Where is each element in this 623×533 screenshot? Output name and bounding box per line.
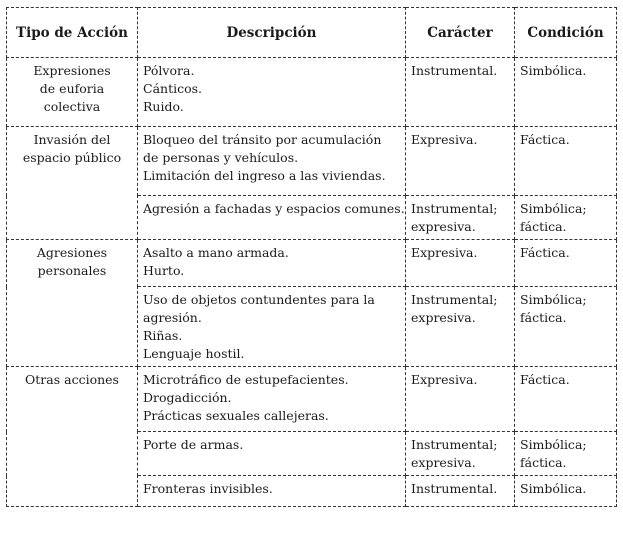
tipo-cell	[7, 127, 138, 240]
descripcion-line: Agresión a fachadas y espacios comunes.	[143, 201, 405, 216]
tipo-line: espacio público	[22, 150, 122, 165]
tipo-line: colectiva	[43, 99, 101, 114]
caracter-cell	[406, 476, 515, 507]
table-row	[7, 127, 617, 196]
table-row	[7, 240, 617, 287]
caracter-line: Instrumental;	[411, 437, 498, 452]
condicion-line: Simbólica.	[520, 481, 587, 496]
caracter-line: expresiva.	[411, 455, 476, 470]
condicion-line: Fáctica.	[520, 245, 570, 260]
condicion-line: Simbólica;	[520, 437, 587, 452]
caracter-line: Expresiva.	[411, 372, 478, 387]
header-row	[7, 8, 617, 58]
condicion-line: Fáctica.	[520, 372, 570, 387]
descripcion-line: Uso de objetos contundentes para la	[143, 292, 375, 307]
tipo-cell	[7, 367, 138, 507]
table-row	[7, 58, 617, 127]
condicion-cell	[515, 240, 617, 287]
descripcion-line: Drogadicción.	[143, 390, 232, 405]
descripcion-line: Limitación del ingreso a las viviendas.	[143, 168, 386, 183]
descripcion-cell	[138, 432, 406, 476]
condicion-line: fáctica.	[520, 310, 567, 325]
condicion-cell	[515, 58, 617, 127]
caracter-line: Expresiva.	[411, 245, 478, 260]
caracter-cell	[406, 432, 515, 476]
descripcion-line: Lenguaje hostil.	[143, 346, 245, 361]
header-descripcion: Descripción	[138, 8, 406, 58]
condicion-cell	[515, 287, 617, 367]
caracter-cell	[406, 58, 515, 127]
condicion-cell	[515, 432, 617, 476]
condicion-line: Simbólica.	[520, 63, 587, 78]
caracter-line: Instrumental.	[411, 63, 498, 78]
caracter-cell	[406, 127, 515, 196]
caracter-cell	[406, 367, 515, 432]
descripcion-line: Hurto.	[143, 263, 185, 278]
caracter-line: Instrumental;	[411, 201, 498, 216]
descripcion-line: agresión.	[143, 310, 202, 325]
tipo-cell	[7, 58, 138, 127]
accion-table	[6, 7, 617, 507]
descripcion-line: Cánticos.	[143, 81, 203, 96]
condicion-line: Simbólica;	[520, 201, 587, 216]
descripcion-line: Riñas.	[143, 328, 183, 343]
caracter-line: expresiva.	[411, 310, 476, 325]
caracter-line: Instrumental.	[411, 481, 498, 496]
descripcion-cell	[138, 476, 406, 507]
tipo-line: Agresiones	[36, 245, 108, 260]
descripcion-cell	[138, 240, 406, 287]
descripcion-line: Fronteras invisibles.	[143, 481, 273, 496]
caracter-cell	[406, 240, 515, 287]
tipo-line: Invasión del	[33, 132, 111, 147]
descripcion-line: de personas y vehículos.	[143, 150, 299, 165]
condicion-line: Simbólica;	[520, 292, 587, 307]
condicion-line: fáctica.	[520, 455, 567, 470]
descripcion-line: Asalto a mano armada.	[143, 245, 289, 260]
tipo-line: Expresiones	[33, 63, 111, 78]
tipo-line: Otras acciones	[25, 372, 119, 387]
caracter-cell	[406, 287, 515, 367]
descripcion-line: Pólvora.	[143, 63, 195, 78]
condicion-cell	[515, 127, 617, 196]
descripcion-line: Porte de armas.	[143, 437, 244, 452]
caracter-line: Expresiva.	[411, 132, 478, 147]
tipo-line: de euforia	[39, 81, 105, 96]
condicion-cell	[515, 196, 617, 240]
descripcion-cell	[138, 287, 406, 367]
tipo-cell	[7, 240, 138, 367]
tipo-line: personales	[37, 263, 107, 278]
descripcion-line: Ruido.	[143, 99, 184, 114]
caracter-cell	[406, 196, 515, 240]
descripcion-cell	[138, 367, 406, 432]
table-row	[7, 367, 617, 432]
descripcion-line: Microtráfico de estupefacientes.	[143, 372, 349, 387]
header-condicion: Condición	[515, 8, 617, 58]
condicion-line: fáctica.	[520, 219, 567, 234]
descripcion-cell	[138, 196, 406, 240]
caracter-line: Instrumental;	[411, 292, 498, 307]
caracter-line: expresiva.	[411, 219, 476, 234]
condicion-cell	[515, 367, 617, 432]
descripcion-cell	[138, 127, 406, 196]
descripcion-cell	[138, 58, 406, 127]
descripcion-line: Bloqueo del tránsito por acumulación	[143, 132, 382, 147]
header-tipo: Tipo de Acción	[7, 8, 138, 58]
condicion-cell	[515, 476, 617, 507]
descripcion-line: Prácticas sexuales callejeras.	[143, 408, 329, 423]
header-caracter: Carácter	[406, 8, 515, 58]
condicion-line: Fáctica.	[520, 132, 570, 147]
